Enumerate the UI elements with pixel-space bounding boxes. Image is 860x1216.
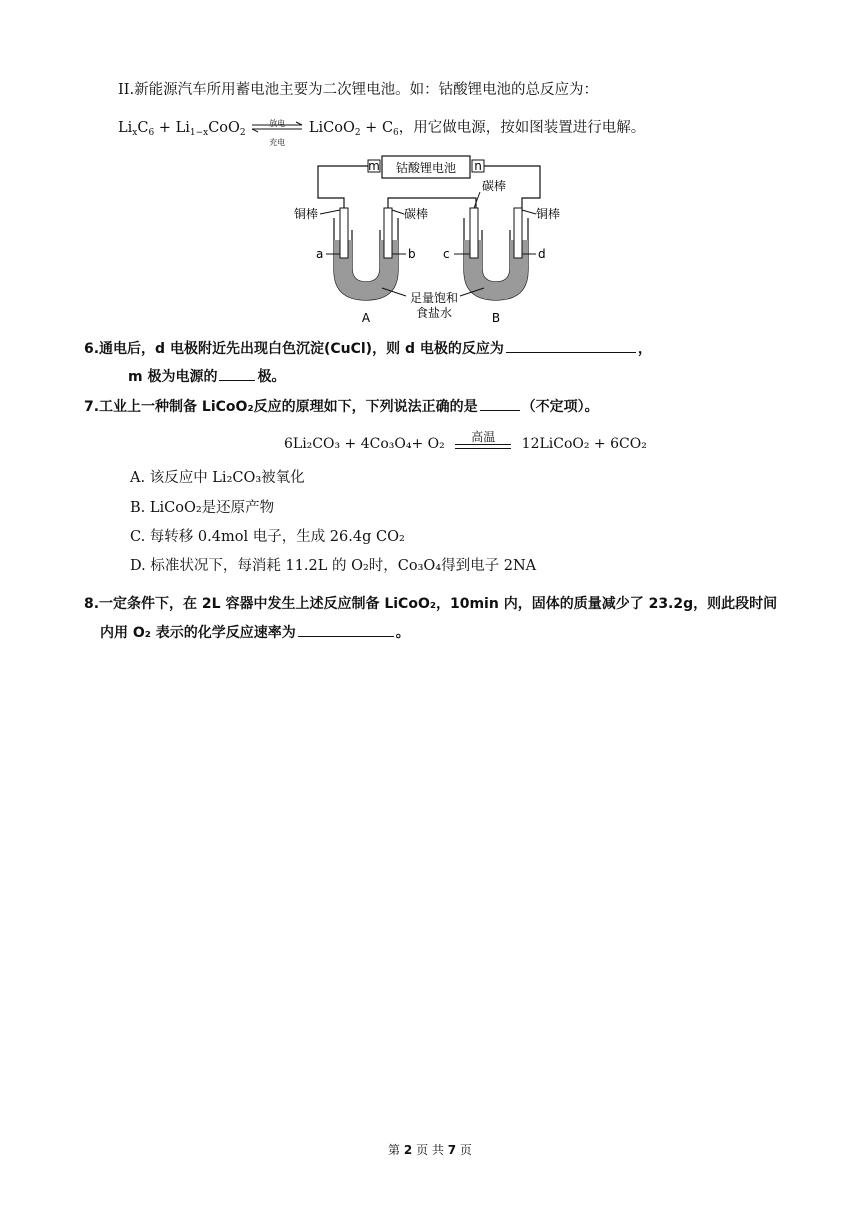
question-7 [84,396,599,417]
label-copper-left: 铜棒 [294,207,319,221]
question-6-line2 [128,366,285,387]
battery-equation [118,118,646,147]
question-8: 8.一定条件下，在 2L 容器中发生上述反应制备 LiCoO₂，10min 内，固体的质量减少了 23.2g，则此段时间 [84,596,778,612]
label-carbon-left: 碳棒 [404,207,429,221]
condition-label: 高温 [471,430,496,444]
q7-eq-left: 6Li₂CO₃ + 4Co₃O₄+ O₂ [284,436,445,452]
q7-answer-blank[interactable] [480,396,520,411]
label-brine-2: 食盐水 [415,306,453,320]
label-tube-B: B [491,311,501,325]
q7-equation [284,430,647,454]
electrolysis-diagram [294,150,561,325]
electrode-d [514,208,522,258]
label-brine-1: 足量饱和 [409,291,459,305]
q6-text: 6.通电后，d 电极附近先出现白色沉淀(CuCl)，则 d 电极的反应为 [84,341,504,357]
condition-arrow [455,430,511,454]
q6-line2-text: m 极为电源的 [128,369,218,385]
label-c: c [443,247,450,261]
arrow-label-charge: 充电 [269,138,286,147]
q7-option-B[interactable]: B. LiCoO₂是还原产物 [130,500,275,516]
label-tube-A: A [361,311,371,325]
terminal-n-label: n [474,159,482,173]
u-tube-B-inner [482,230,510,282]
label-a: a [316,247,324,261]
q6-text-end: ， [637,341,652,357]
equation-right: LiCoO$_2$ + $C_6$ [308,120,399,138]
u-tube-A-inner [352,230,380,282]
battery-label: 钴酸锂电池 [395,161,457,175]
question-6 [84,338,652,359]
footer-pre: 第 [388,1143,401,1157]
label-copper-right: 铜棒 [536,207,561,221]
question-8-line2 [100,622,410,643]
arrow-label-discharge: 放电 [269,119,286,128]
reversible-arrow-icon [250,122,304,132]
q7-eq-right: 12LiCoO₂ + 6CO₂ [521,436,647,452]
q7-stem: 7.工业上一种制备 LiCoO₂反应的原理如下，下列说法正确的是 [84,399,478,415]
q6-answer-blank-2[interactable] [219,366,255,381]
q8-line2-text: 内用 O₂ 表示的化学反应速率为 [100,625,296,641]
electrode-c [470,208,478,258]
q8-answer-blank[interactable] [298,622,394,637]
footer-page-number: 2 [403,1143,413,1157]
footer-post: 页 [459,1143,472,1157]
label-b: b [408,247,416,261]
q6-answer-blank-1[interactable] [506,338,636,353]
wire-middle [388,198,476,212]
q7-stem-end: （不定项）。 [521,399,599,415]
page-footer [0,1141,860,1158]
footer-total-pages: 7 [447,1143,457,1157]
label-carbon-right: 碳棒 [482,179,507,193]
terminal-m-label: m [368,159,380,173]
label-d: d [538,247,546,261]
q8-line2-end: 。 [395,625,410,641]
electrode-b [384,208,392,258]
wire-left [318,166,368,212]
footer-mid: 页 共 [416,1143,444,1157]
q7-option-A[interactable]: A. 该反应中 Li₂CO₃被氧化 [130,470,305,486]
q7-option-D[interactable]: D. 标准状况下，每消耗 11.2L 的 O₂时，Co₃O₄得到电子 2NA [130,558,537,574]
equation-left: $Li_xC_6 + Li_{1-x}CoO_2$ [118,120,246,138]
equation-tail: ，用它做电源，按如图装置进行电解。 [398,120,646,136]
electrode-a [340,208,348,258]
q6-line2-end: 极。 [257,369,286,385]
intro-line: II.新能源汽车所用蓄电池主要为二次锂电池。如：钴酸锂电池的总反应为： [118,82,599,98]
reversible-arrow [250,118,304,147]
q7-option-C[interactable]: C. 每转移 0.4mol 电子，生成 26.4g CO₂ [130,529,405,545]
